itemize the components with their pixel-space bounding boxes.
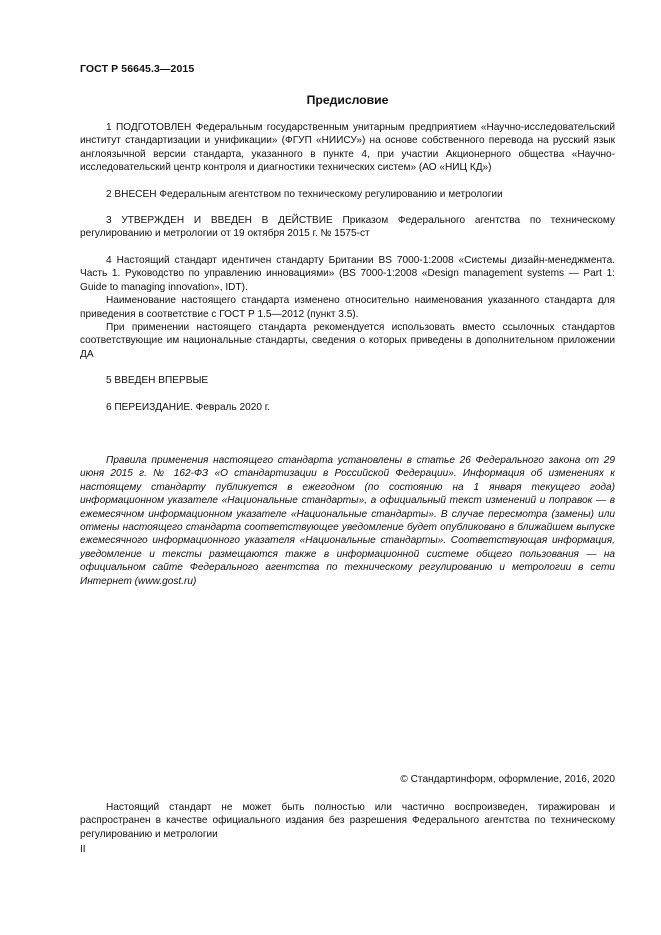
- paragraph-text: 4 Настоящий стандарт идентичен стандарту Британии BS 7000-1:2008 «Системы дизайн-менеджмента. Часть 1. Руководство по управлению инновациями» (BS 7000-1:2008 «Design management systems — Part 1: Guide to managing innovation», IDT).: [80, 255, 615, 293]
- legal-note-text: Правила применения настоящего стандарта установлены в статье 26 Федерального закона от 29 июня 2015 г. № 162-ФЗ «О стандартизации в Российской Федерации». Информация об изменениях к настоящему стандарту публикуется в ежегодном (по состоянию на 1 января текущего года) информационном указателе «Национальные стандарты», а официальный текст изменений и поправок — в ежемесячном информационном указателе «Национальные стандарты». В случае пересмотра (замены) или отмены настоящего стандарта соответствующее уведомление будет опубликовано в ближайшем выпуске ежемесячного информационного указателя «Национальные стандарты». Соответствующая информация, уведомление и тексты размещаются также в информационной системе общего пользования — на официальном сайте Федерального агентства по техническому регулированию и метрологии в сети Интернет (www.gost.ru): [80, 455, 615, 587]
- paragraph-text: 6 ПЕРЕИЗДАНИЕ. Февраль 2020 г.: [106, 402, 271, 413]
- paragraph-text: 1 ПОДГОТОВЛЕН Федеральным государственным унитарным предприятием «Научно-исследовательский институт стандартизации и унификации» (ФГУП «НИИСУ») на основе собственного перевода на русский язык англоязычной версии стандарта, указанного в пункте 4, при участии Акционерного общества «Научно-исследовательский центр контроля и диагностики технических систем» (АО «НИЦ КД»): [80, 122, 615, 174]
- document-code: ГОСТ Р 56645.3—2015: [80, 63, 195, 75]
- legal-note: [80, 454, 615, 588]
- reproduction-notice: [80, 801, 615, 841]
- paragraph-submitted-by: [80, 188, 615, 201]
- paragraph-text: 3 УТВЕРЖДЕН И ВВЕДЕН В ДЕЙСТВИЕ Приказом Федерального агентства по техническому регулированию и метрологии от 19 октября 2015 г. № 1575-ст: [80, 215, 615, 240]
- copyright-line: © Стандартинформ, оформление, 2016, 2020: [400, 774, 615, 785]
- paragraph-text: 5 ВВЕДЕН ВПЕРВЫЕ: [106, 375, 209, 386]
- paragraph-prepared-by: [80, 121, 615, 175]
- paragraph-reissue: [80, 401, 615, 414]
- paragraph-text: 2 ВНЕСЕН Федеральным агентством по техническому регулированию и метрологии: [106, 189, 503, 200]
- paragraph-text: Наименование настоящего стандарта изменено относительно наименования указанного стандарта для приведения в соответствие с ГОСТ Р 1.5—2012 (пункт 3.5).: [80, 295, 615, 320]
- paragraph-identical-standard: [80, 254, 615, 361]
- section-title: Предисловие: [306, 93, 389, 107]
- paragraph-first-introduced: [80, 374, 615, 387]
- paragraph-approved: [80, 214, 615, 241]
- paragraph-text: При применении настоящего стандарта рекомендуется использовать вместо ссылочных стандартов соответствующие им национальные стандарты, сведения о которых приведены в дополнительном приложении ДА: [80, 322, 615, 360]
- page-number: II: [80, 844, 86, 855]
- reproduction-notice-text: Настоящий стандарт не может быть полностью или частично воспроизведен, тиражирован и распространен в качестве официального издания без разрешения Федерального агентства по техническому регулированию и метрологии: [80, 802, 615, 840]
